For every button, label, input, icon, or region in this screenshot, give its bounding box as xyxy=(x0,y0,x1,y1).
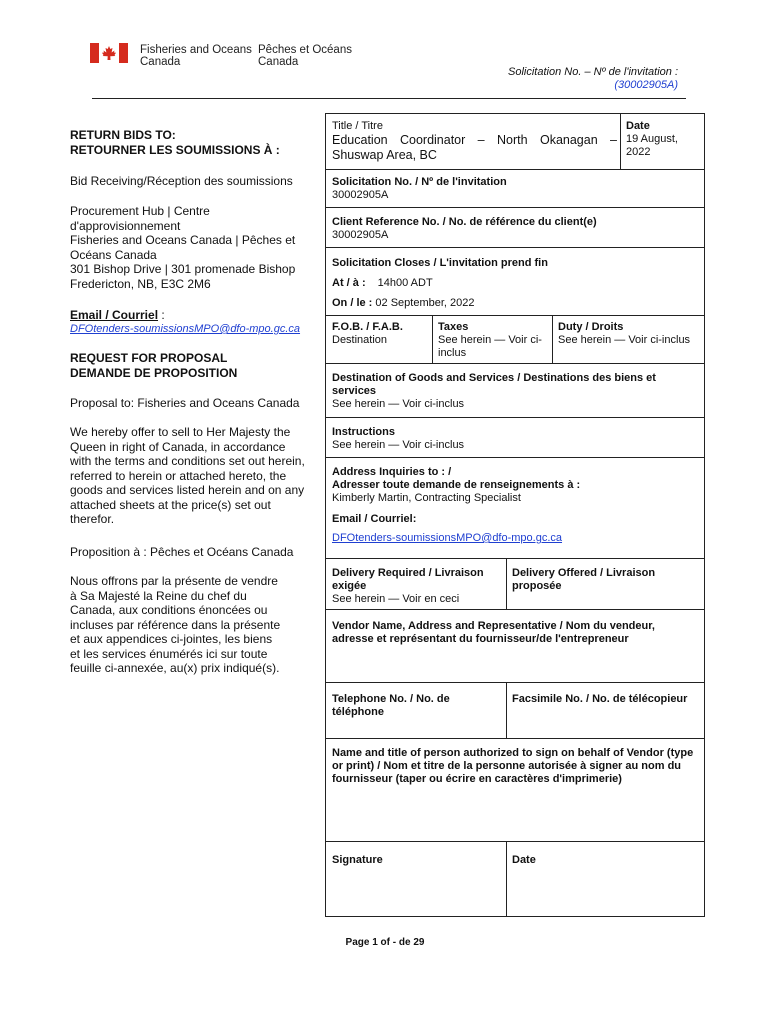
col-divider xyxy=(506,842,507,917)
closes-time: At / à : 14h00 ADT xyxy=(332,277,433,289)
fax-field: Facsimile No. / No. de télécopieur xyxy=(512,693,688,705)
email-label: Email / Courriel : xyxy=(70,308,165,322)
vendor-field: Vendor Name, Address and Representative / Nom du vendeur, adresse et représentant du fournisseur/de l'entrepreneur xyxy=(332,620,655,645)
row-divider xyxy=(325,417,705,418)
delivery-offered-field: Delivery Offered / Livraison proposée xyxy=(512,567,656,592)
rfp-heading: REQUEST FOR PROPOSAL DEMANDE DE PROPOSITION xyxy=(70,351,238,380)
return-email-link[interactable]: DFOtenders-soumissionsMPO@dfo-mpo.gc.ca xyxy=(70,323,301,335)
date-field: Date 19 August, 2022 xyxy=(626,120,678,158)
proposition-to: Proposition à : Pêches et Océans Canada xyxy=(70,545,294,559)
client-reference-field: Client Reference No. / No. de référence du client(e) 30002905A xyxy=(332,216,597,241)
inquiries-field: Address Inquiries to : / Adresser toute demande de renseignements à : Kimberly Martin, Contracting Specialist xyxy=(332,466,581,504)
title-date-divider xyxy=(620,113,621,170)
delivery-required-field: Delivery Required / Livraison exigée See herein — Voir en ceci xyxy=(332,567,484,605)
form-left-border xyxy=(325,364,326,558)
signature-date-field: Date xyxy=(512,854,536,866)
row-divider xyxy=(325,207,705,208)
solicitation-header: Solicitation No. – Nº de l'invitation : (30002905A) xyxy=(508,66,678,91)
duty-field: Duty / Droits See herein — Voir ci-inclus xyxy=(558,321,691,346)
bid-receiving: Bid Receiving/Réception des soumissions xyxy=(70,174,293,188)
fob-field: F.O.B. / F.A.B. Destination xyxy=(332,321,403,346)
destination-field: Destination of Goods and Services / Destinations des biens et services See herein — Voir ci-inclus xyxy=(332,372,656,410)
department-name-en: Fisheries and Oceans Canada xyxy=(140,44,252,68)
form-left-border xyxy=(325,170,326,315)
col-divider xyxy=(432,315,433,364)
taxes-field: Taxes See herein — Voir ci-inclus xyxy=(438,321,542,359)
return-bids-heading: RETURN BIDS TO: RETOURNER LES SOUMISSIONS À : xyxy=(70,128,280,157)
col-divider xyxy=(506,558,507,610)
form-right-border xyxy=(704,170,705,315)
inquiries-email-label: Email / Courriel: xyxy=(332,513,417,525)
title-field: Title / Titre Education Coordinator – North Okanagan – Shuswap Area, BC xyxy=(332,120,617,162)
row-divider xyxy=(325,247,705,248)
col-divider xyxy=(552,315,553,364)
return-address: Procurement Hub | Centre d'approvisionnement Fisheries and Oceans Canada | Pêches et Océans Canada 301 Bishop Drive | 301 promenade Bishop Fredericton, NB, E3C 2M6 xyxy=(70,204,296,291)
telephone-field: Telephone No. / No. de téléphone xyxy=(332,693,450,718)
proposal-to: Proposal to: Fisheries and Oceans Canada xyxy=(70,396,300,410)
canada-flag-logo xyxy=(90,43,128,63)
col-divider xyxy=(506,683,507,739)
row-divider xyxy=(325,457,705,458)
offer-text-en: We hereby offer to sell to Her Majesty the Queen in right of Canada, in accordance with the terms and conditions set out herein, referred to herein or attached hereto, the goods and services listed herein and on any attached sheets at the price(s) set out therefor. xyxy=(70,425,305,526)
department-name-fr: Pêches et Océans Canada xyxy=(258,44,352,68)
offer-text-fr: Nous offrons par la présente de vendre à Sa Majesté la Reine du chef du Canada, aux conditions énoncées ou incluses par référence dans la présente et aux appendices ci-jointes, les biens et les services énumérés ici sur toute feuille ci-annexée, au(x) prix indiqué(s). xyxy=(70,574,281,675)
page-number: Page 1 of - de 29 xyxy=(345,937,425,948)
solicitation-closes-field: Solicitation Closes / L'invitation prend fin xyxy=(332,257,548,269)
solicitation-header-number: (30002905A) xyxy=(614,79,678,91)
solicitation-number-field: Solicitation No. / Nº de l'invitation 30002905A xyxy=(332,176,507,201)
form-right-border xyxy=(704,364,705,558)
instructions-field: Instructions See herein — Voir ci-inclus xyxy=(332,426,465,451)
inquiries-email-link[interactable]: DFOtenders-soumissionsMPO@dfo-mpo.gc.ca xyxy=(332,532,563,544)
authorized-person-field: Name and title of person authorized to sign on behalf of Vendor (type or print) / Nom et titre de la personne autorisée à signer au nom du fournisseur (taper ou écrire en caractères d'imprimerie) xyxy=(332,747,694,785)
signature-field: Signature xyxy=(332,854,383,866)
closes-date: On / le : 02 September, 2022 xyxy=(332,297,475,309)
header-divider xyxy=(92,98,686,99)
